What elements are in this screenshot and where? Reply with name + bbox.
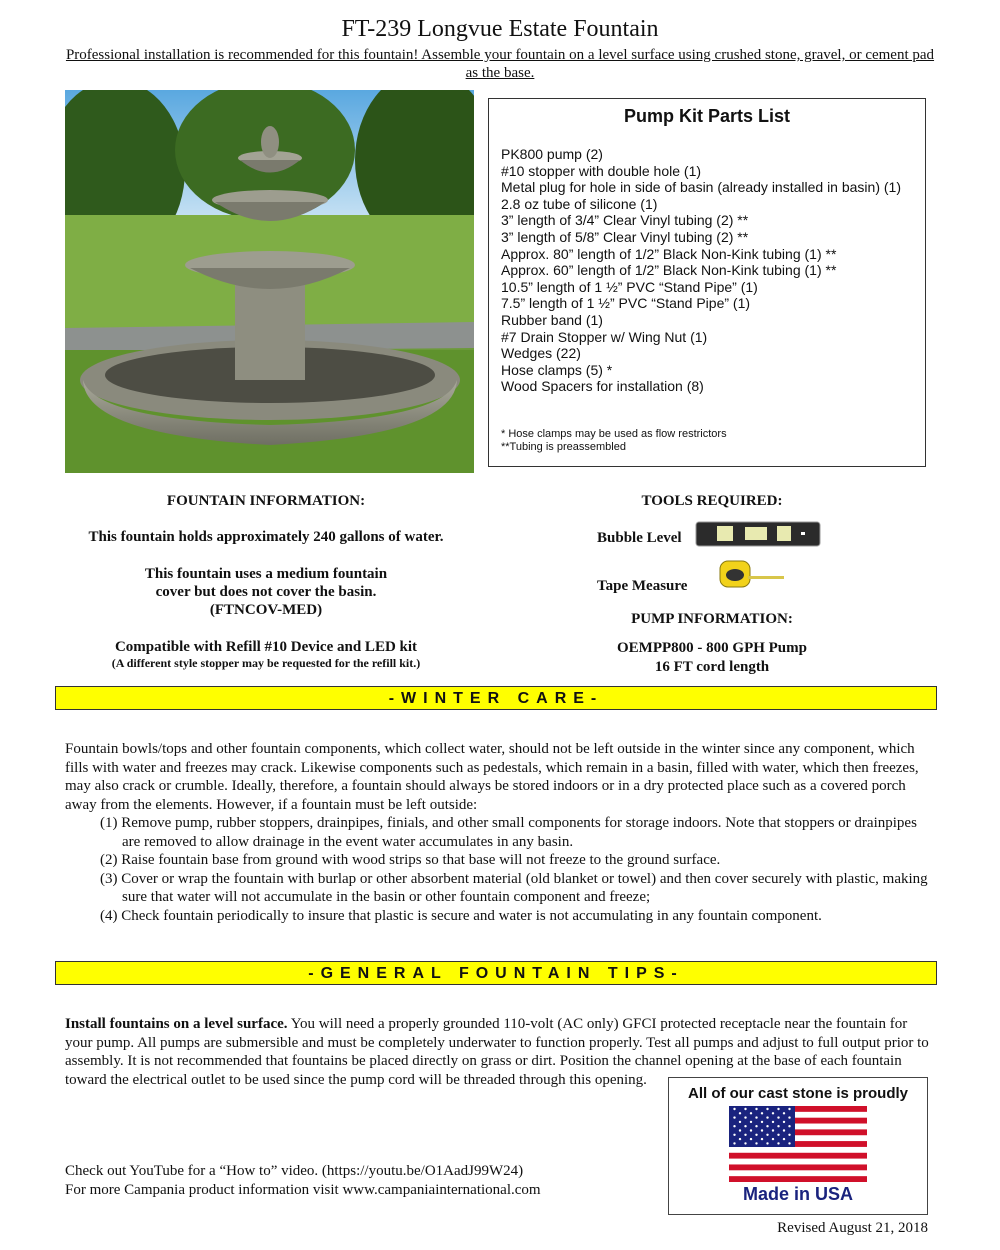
parts-list-item: 3” length of 3/4” Clear Vinyl tubing (2) **: [501, 212, 749, 229]
fountain-info-heading: FOUNTAIN INFORMATION:: [166, 493, 366, 509]
parts-list-item: Approx. 60” length of 1/2” Black Non-Kink tubing (1) **: [501, 262, 837, 279]
parts-list-item: PK800 pump (2): [501, 146, 603, 162]
fountain-information: [65, 492, 467, 670]
us-flag-icon: [729, 1106, 867, 1182]
winter-care-step: (4) Check fountain periodically to insure that plastic is secure and water is not accumulating in any fountain component.: [100, 907, 822, 924]
parts-list-item: #10 stopper with double hole (1): [501, 162, 702, 179]
parts-list-item: Wood Spacers for installation (8): [501, 378, 704, 395]
parts-list: [501, 146, 901, 395]
page-title: FT-239 Longvue Estate Fountain: [341, 16, 659, 42]
youtube-text: Check out YouTube for a “How to” video. (: [65, 1163, 327, 1179]
youtube-close: ): [518, 1163, 524, 1179]
more-info-text: For more Campania product information visit: [65, 1181, 343, 1198]
winter-care-banner: -WINTER CARE-: [55, 686, 937, 710]
tape-measure-icon: [718, 557, 786, 591]
youtube-link[interactable]: https://youtu.be/O1AadJ99W24: [326, 1163, 519, 1179]
revision-date: Revised August 21, 2018: [777, 1220, 928, 1236]
tool-bubble-level: Bubble Level: [597, 530, 682, 546]
parts-list-item: 7.5” length of 1 ½” PVC “Stand Pipe” (1): [501, 295, 751, 312]
parts-list-item: #7 Drain Stopper w/ Wing Nut (1): [501, 328, 708, 345]
winter-care-section: [65, 740, 935, 925]
winter-care-step: (1) Remove pump, rubber stoppers, drainpipes, finials, and other small components for storage indoors. Note that stoppers or drainpipes are removed to allow drainage in the event water accumulates in any basin.: [100, 815, 917, 850]
parts-list-item: Metal plug for hole in side of basin (already installed in basin) (1): [501, 179, 901, 196]
winter-care-step: (2) Raise fountain base from ground with wood strips so that base will not freeze to the ground surface.: [100, 852, 721, 868]
footnote-tubing: **Tubing is preassembled: [501, 441, 626, 453]
refill-text: Compatible with Refill #10 Device and LED kit: [114, 639, 418, 655]
usa-badge-bottom-text: Made in USA: [742, 1184, 853, 1204]
parts-list-item: Wedges (22): [501, 345, 581, 362]
parts-list-item: Rubber band (1): [501, 311, 603, 328]
cover-code: (FTNCOV-MED): [209, 602, 323, 618]
fountain-photo: [65, 90, 474, 473]
bubble-level-icon: [695, 520, 821, 548]
made-in-usa-badge: [668, 1077, 928, 1215]
winter-care-intro: Fountain bowls/tops and other fountain components, which collect water, should not be left outside in the winter since any component, which fills with water and freezes may crack. Likewise components such as pedestals, which remain in a basin, filled with water, which then freezes, may also crack or crumble. Ideally, therefore, a fountain should always be stored indoors or in a dry protected place such as a covered porch away from the elements. However, if a fountain must be left outside:: [65, 741, 919, 813]
winter-care-steps: [65, 814, 935, 925]
installation-note: Professional installation is recommended for this fountain! Assemble your fountain on a level surface using crushed stone, gravel, or cement pad as the base.: [65, 47, 935, 81]
tool-tape-measure: Tape Measure: [597, 578, 688, 594]
parts-list-item: 3” length of 5/8” Clear Vinyl tubing (2) **: [501, 228, 749, 245]
pump-kit-parts-list: [488, 98, 926, 467]
parts-list-item: 2.8 oz tube of silicone (1): [501, 195, 658, 212]
links-section: [65, 1162, 625, 1199]
refill-note: (A different style stopper may be requested for the refill kit.): [111, 656, 421, 670]
parts-list-item: 10.5” length of 1 ½” PVC “Stand Pipe” (1): [501, 278, 758, 295]
tips-body: You will need a properly grounded 110-volt (AC only) GFCI protected receptacle near the fountain for your pump. All pumps are submersible and must be completely underwater to function properly. Test all pumps and adjust to full output prior to assembly. It is not recommended that fountains be placed directly on grass or dirt. Position the channel opening at the base of each fountain toward the electrical outlet to be used since the pump cord will be threaded through this opening.: [65, 1016, 929, 1088]
parts-list-item: Hose clamps (5) *: [501, 361, 613, 378]
winter-care-step: (3) Cover or wrap the fountain with burlap or other absorbent material (old blanket or towel) and then cover securely with plastic, making sure that water will not accumulate in the basin or other fountain component and freeze;: [100, 870, 928, 905]
cover-text: This fountain uses a medium fountain cover but does not cover the basin.: [144, 566, 388, 600]
tips-lead: Install fountains on a level surface.: [65, 1016, 288, 1032]
capacity-text: This fountain holds approximately 240 gallons of water.: [88, 529, 444, 545]
parts-list-heading: Pump Kit Parts List: [623, 106, 791, 126]
pump-model: OEMPP800 - 800 GPH Pump: [617, 640, 807, 656]
pump-cord-length: 16 FT cord length: [654, 659, 770, 675]
pump-info-heading: PUMP INFORMATION:: [631, 611, 793, 627]
usa-badge-top-text: All of our cast stone is proudly: [687, 1085, 909, 1102]
tools-heading: TOOLS REQUIRED:: [641, 493, 783, 509]
parts-list-item: Approx. 80” length of 1/2” Black Non-Kink tubing (1) **: [501, 245, 837, 262]
campania-link[interactable]: www.campaniainternational.com: [342, 1181, 541, 1198]
footnote-hose-clamps: * Hose clamps may be used as flow restrictors: [501, 428, 727, 440]
general-tips-banner: -GENERAL FOUNTAIN TIPS-: [55, 961, 937, 985]
